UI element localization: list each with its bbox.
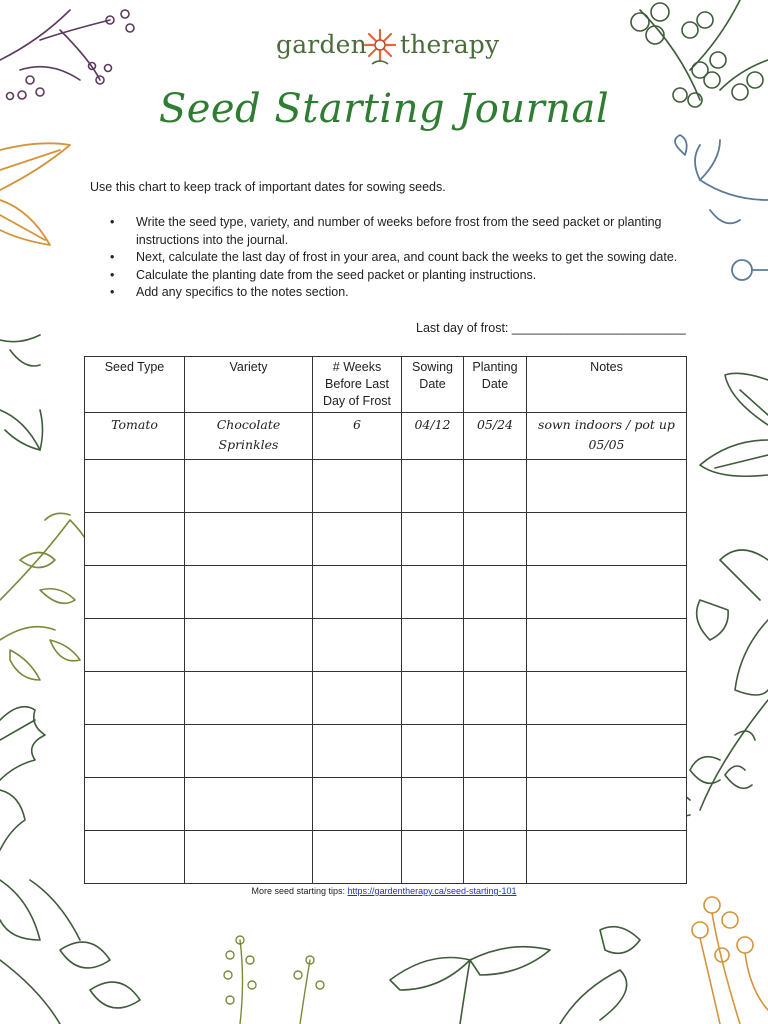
page-title: Seed Starting Journal (158, 86, 610, 132)
cell-notes[interactable]: sown indoors / pot up 05/05 (527, 413, 687, 460)
table-row (85, 672, 687, 725)
empty-cell[interactable] (313, 672, 402, 725)
empty-cell[interactable] (402, 513, 464, 566)
empty-cell[interactable] (313, 778, 402, 831)
intro-text: Use this chart to keep track of important dates for sowing seeds. (90, 180, 446, 194)
empty-cell[interactable] (85, 672, 185, 725)
instruction-text: Add any specifics to the notes section. (136, 285, 349, 299)
bullet-icon: • (110, 285, 115, 299)
table-row (85, 513, 687, 566)
cell-sowing-date[interactable]: 04/12 (402, 413, 464, 460)
cell-weeks[interactable]: 6 (313, 413, 402, 460)
empty-cell[interactable] (527, 831, 687, 884)
last-frost-field[interactable]: Last day of frost: _________________________ (416, 321, 686, 335)
column-header-planting-date: Planting Date (464, 357, 527, 413)
table-header-row (85, 357, 687, 413)
empty-cell[interactable] (464, 619, 527, 672)
empty-cell[interactable] (85, 725, 185, 778)
column-header-sowing-date: Sowing Date (402, 357, 464, 413)
logo-word-garden: garden (276, 30, 367, 59)
table-row (85, 831, 687, 884)
cell-seed-type[interactable]: Tomato (85, 413, 185, 460)
empty-cell[interactable] (527, 513, 687, 566)
table-row (85, 778, 687, 831)
column-header-seed-type: Seed Type (85, 357, 185, 413)
empty-cell[interactable] (464, 672, 527, 725)
empty-cell[interactable] (527, 778, 687, 831)
empty-cell[interactable] (85, 460, 185, 513)
instruction-item (110, 214, 690, 249)
empty-cell[interactable] (85, 831, 185, 884)
instruction-text: Write the seed type, variety, and number of weeks before frost from the seed packet or planting instructions into the journal. (136, 215, 662, 247)
logo-word-therapy: therapy (400, 30, 500, 59)
table-row (85, 566, 687, 619)
instruction-item (110, 249, 690, 267)
table-row (85, 725, 687, 778)
empty-cell[interactable] (464, 725, 527, 778)
empty-cell[interactable] (402, 778, 464, 831)
footer-prefix: More seed starting tips: (251, 886, 348, 896)
empty-cell[interactable] (527, 566, 687, 619)
column-header-variety: Variety (185, 357, 313, 413)
empty-cell[interactable] (402, 566, 464, 619)
empty-cell[interactable] (402, 460, 464, 513)
empty-cell[interactable] (464, 566, 527, 619)
cell-planting-date[interactable]: 05/24 (464, 413, 527, 460)
empty-cell[interactable] (313, 513, 402, 566)
empty-cell[interactable] (402, 831, 464, 884)
table-row (85, 619, 687, 672)
column-header-weeks-before-frost: # Weeks Before Last Day of Frost (313, 357, 402, 413)
empty-cell[interactable] (527, 619, 687, 672)
instruction-item (110, 284, 690, 302)
seed-journal-table (84, 356, 687, 884)
empty-cell[interactable] (185, 725, 313, 778)
empty-cell[interactable] (313, 566, 402, 619)
empty-cell[interactable] (185, 513, 313, 566)
empty-cell[interactable] (185, 619, 313, 672)
footer-tips (0, 886, 768, 896)
seed-starting-link[interactable]: https://gardentherapy.ca/seed-starting-101 (347, 886, 517, 896)
garden-therapy-logo[interactable] (276, 22, 500, 70)
empty-cell[interactable] (402, 725, 464, 778)
flower-icon (360, 24, 400, 68)
empty-cell[interactable] (85, 619, 185, 672)
empty-cell[interactable] (464, 513, 527, 566)
cell-variety[interactable]: Chocolate Sprinkles (185, 413, 313, 460)
bullet-icon: • (110, 250, 115, 264)
column-header-notes: Notes (527, 357, 687, 413)
empty-cell[interactable] (85, 513, 185, 566)
empty-cell[interactable] (527, 672, 687, 725)
instruction-text: Next, calculate the last day of frost in your area, and count back the weeks to get the sowing date. (136, 250, 678, 264)
empty-cell[interactable] (527, 460, 687, 513)
bullet-icon: • (110, 267, 115, 282)
instruction-item (110, 267, 690, 285)
instruction-text: Calculate the planting date from the seed packet or planting instructions. (136, 267, 537, 282)
empty-cell[interactable] (185, 778, 313, 831)
table-row (85, 460, 687, 513)
empty-cell[interactable] (464, 831, 527, 884)
empty-cell[interactable] (313, 460, 402, 513)
empty-cell[interactable] (185, 566, 313, 619)
empty-cell[interactable] (464, 460, 527, 513)
empty-cell[interactable] (85, 778, 185, 831)
empty-cell[interactable] (185, 672, 313, 725)
empty-cell[interactable] (527, 725, 687, 778)
empty-cell[interactable] (464, 778, 527, 831)
bullet-icon: • (110, 215, 115, 229)
instruction-list (110, 214, 690, 302)
empty-cell[interactable] (402, 672, 464, 725)
empty-cell[interactable] (313, 831, 402, 884)
empty-cell[interactable] (313, 619, 402, 672)
table-row-sample (85, 413, 687, 460)
empty-cell[interactable] (402, 619, 464, 672)
empty-cell[interactable] (85, 566, 185, 619)
empty-cell[interactable] (185, 460, 313, 513)
empty-cell[interactable] (185, 831, 313, 884)
empty-cell[interactable] (313, 725, 402, 778)
